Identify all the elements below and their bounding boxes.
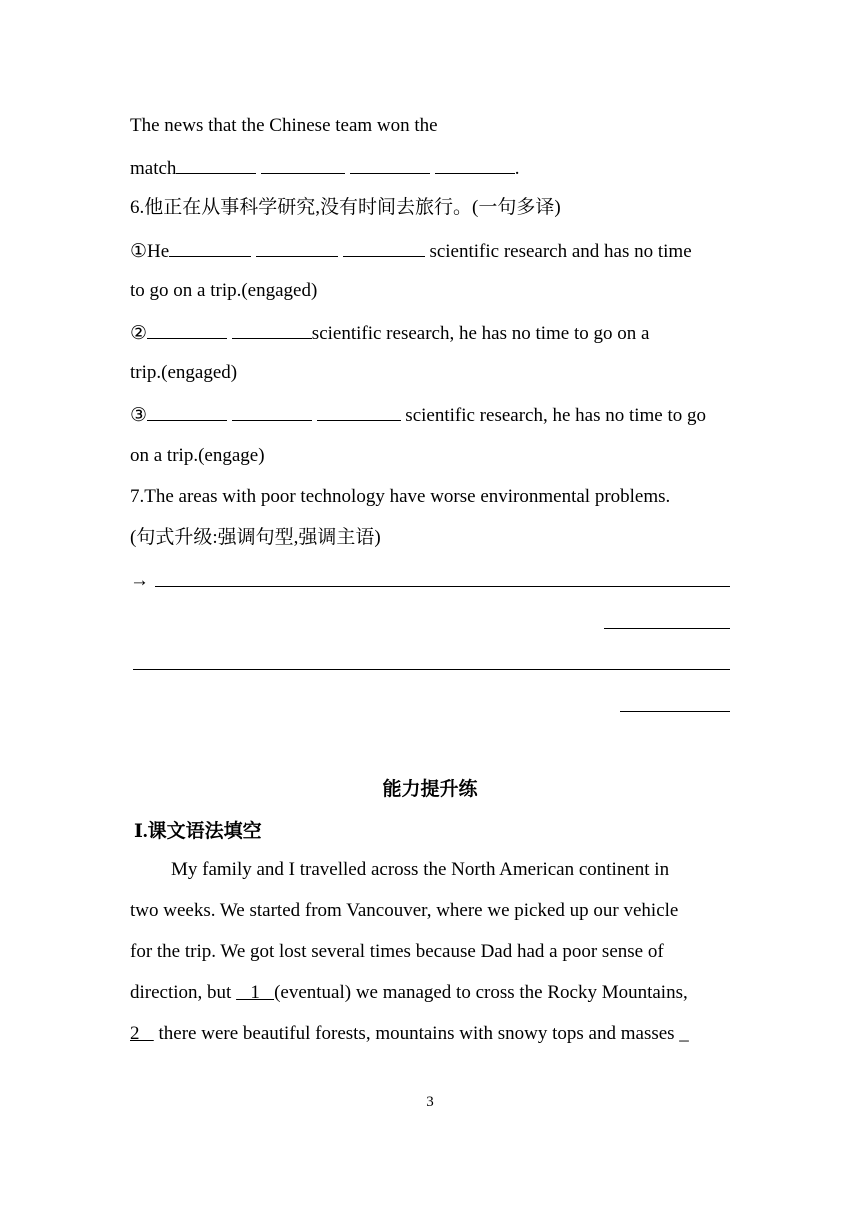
answer-blank[interactable] — [232, 320, 312, 339]
subsection-title: Ⅰ.课文语法填空 — [134, 821, 262, 842]
text-line: to go on a trip.(engaged) — [130, 280, 318, 301]
passage-line: My family and I travelled across the North American continent in — [171, 859, 670, 880]
answer-blank[interactable] — [317, 402, 401, 421]
answer-blank[interactable] — [256, 238, 338, 257]
text-line: The news that the Chinese team won the — [130, 115, 438, 136]
text-line: ①He scientific research and has no time — [130, 238, 692, 264]
answer-blank[interactable] — [147, 402, 227, 421]
text-line: match . — [130, 155, 519, 181]
answer-blank[interactable] — [176, 155, 256, 174]
answer-blank[interactable] — [147, 320, 227, 339]
answer-blank[interactable] — [169, 238, 251, 257]
answer-blank-2[interactable]: 2 — [130, 1023, 154, 1044]
answer-line[interactable] — [620, 711, 730, 712]
answer-blank[interactable] — [435, 155, 515, 174]
passage-line: 2 there were beautiful forests, mountains with snowy tops and masses _ — [130, 1023, 689, 1044]
passage-line: for the trip. We got lost several times because Dad had a poor sense of — [130, 941, 664, 962]
text-line: (句式升级:强调句型,强调主语) — [130, 527, 381, 548]
text-line: on a trip.(engage) — [130, 445, 265, 466]
arrow-label: → — [130, 570, 149, 591]
answer-blank[interactable] — [350, 155, 430, 174]
answer-blank[interactable] — [232, 402, 312, 421]
passage-line: two weeks. We started from Vancouver, where we picked up our vehicle — [130, 900, 679, 921]
text-line: ② scientific research, he has no time to go on a — [130, 320, 649, 346]
answer-line[interactable] — [604, 628, 730, 629]
answer-line[interactable] — [133, 669, 730, 670]
question-6-prompt: 6.他正在从事科学研究,没有时间去旅行。(一句多译) — [130, 197, 561, 218]
answer-blank[interactable] — [261, 155, 345, 174]
answer-blank-1[interactable]: 1 — [236, 982, 275, 1003]
passage-line: direction, but 1 (eventual) we managed to cross the Rocky Mountains, — [130, 982, 688, 1003]
text-line: ③ scientific research, he has no time to go — [130, 402, 706, 428]
question-7-prompt: 7.The areas with poor technology have worse environmental problems. — [130, 486, 671, 507]
answer-blank[interactable] — [343, 238, 425, 257]
text-line: trip.(engaged) — [130, 362, 238, 383]
answer-line[interactable] — [155, 586, 730, 587]
section-title: 能力提升练 — [382, 779, 478, 800]
page-number: 3 — [426, 1094, 434, 1110]
